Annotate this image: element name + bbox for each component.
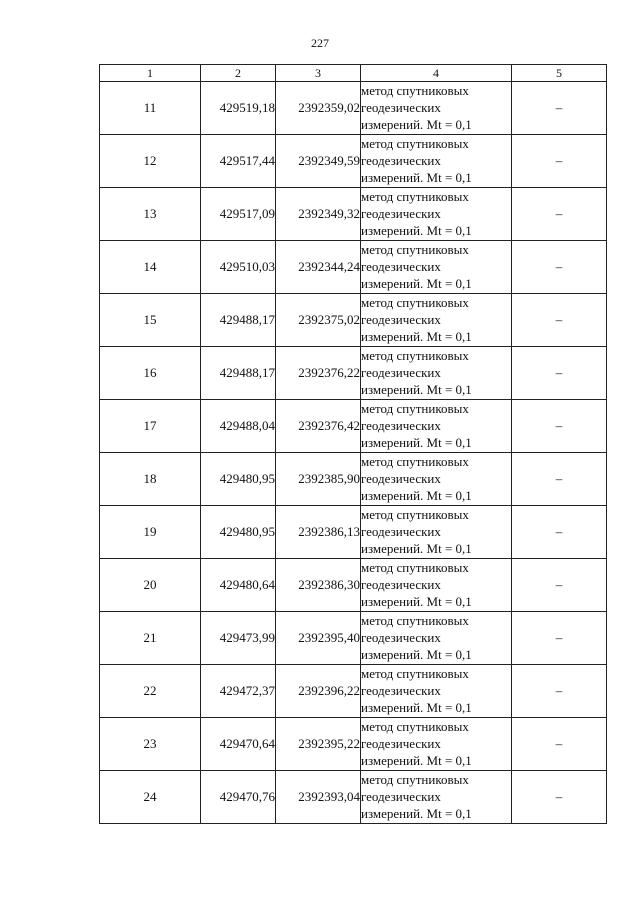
method-text-line: геодезических [361,736,441,751]
table-row [100,294,607,347]
note-cell: – [512,506,607,559]
method-text-line: геодезических [361,789,441,804]
note-cell: – [512,241,607,294]
point-number-cell: 17 [100,400,201,453]
method-text-line: геодезических [361,365,441,380]
point-number-cell: 23 [100,718,201,771]
method-cell [361,612,512,665]
x-coordinate-cell: 429517,09 [201,188,276,241]
method-cell [361,506,512,559]
point-number-cell: 15 [100,294,201,347]
x-coordinate-cell: 429517,44 [201,135,276,188]
method-text-line: геодезических [361,153,441,168]
page-number: 227 [311,36,329,50]
method-text-line: метод спутниковых [361,242,469,257]
method-text-line: метод спутниковых [361,454,469,469]
y-coordinate-cell: 2392376,42 [276,400,361,453]
method-cell [361,241,512,294]
method-text-line: измерений. Mt = 0,1 [361,329,472,344]
table-row [100,506,607,559]
table-row [100,82,607,135]
table-row [100,718,607,771]
point-number-cell: 24 [100,771,201,824]
method-text-line: метод спутниковых [361,666,469,681]
y-coordinate-cell: 2392349,59 [276,135,361,188]
method-text-line: метод спутниковых [361,719,469,734]
method-cell [361,718,512,771]
note-cell: – [512,82,607,135]
method-text-line: измерений. Mt = 0,1 [361,541,472,556]
method-text-line: измерений. Mt = 0,1 [361,806,472,821]
table-row [100,771,607,824]
method-text-line: геодезических [361,312,441,327]
table-row [100,559,607,612]
point-number-cell: 18 [100,453,201,506]
table-row [100,135,607,188]
method-text-line: измерений. Mt = 0,1 [361,647,472,662]
y-coordinate-cell: 2392395,40 [276,612,361,665]
note-cell: – [512,294,607,347]
method-text-line: измерений. Mt = 0,1 [361,170,472,185]
method-text-line: метод спутниковых [361,613,469,628]
note-cell: – [512,453,607,506]
method-text-line: метод спутниковых [361,83,469,98]
x-coordinate-cell: 429480,64 [201,559,276,612]
table-header-row [100,65,607,82]
method-cell [361,559,512,612]
method-cell [361,400,512,453]
point-number-cell: 19 [100,506,201,559]
point-number-cell: 13 [100,188,201,241]
y-coordinate-cell: 2392376,22 [276,347,361,400]
table-row [100,241,607,294]
method-cell [361,347,512,400]
y-coordinate-cell: 2392344,24 [276,241,361,294]
column-header-1: 1 [100,65,201,82]
method-text-line: измерений. Mt = 0,1 [361,753,472,768]
table-row [100,665,607,718]
y-coordinate-cell: 2392375,02 [276,294,361,347]
point-number-cell: 12 [100,135,201,188]
x-coordinate-cell: 429470,76 [201,771,276,824]
method-text-line: метод спутниковых [361,560,469,575]
method-text-line: геодезических [361,683,441,698]
x-coordinate-cell: 429480,95 [201,506,276,559]
x-coordinate-cell: 429472,37 [201,665,276,718]
coordinates-table [99,64,607,824]
method-text-line: метод спутниковых [361,401,469,416]
note-cell: – [512,135,607,188]
method-text-line: геодезических [361,418,441,433]
point-number-cell: 14 [100,241,201,294]
method-text-line: геодезических [361,471,441,486]
point-number-cell: 20 [100,559,201,612]
method-text-line: геодезических [361,524,441,539]
point-number-cell: 11 [100,82,201,135]
method-text-line: измерений. Mt = 0,1 [361,382,472,397]
x-coordinate-cell: 429510,03 [201,241,276,294]
note-cell: – [512,665,607,718]
note-cell: – [512,188,607,241]
method-text-line: геодезических [361,577,441,592]
column-header-5: 5 [512,65,607,82]
method-text-line: измерений. Mt = 0,1 [361,223,472,238]
x-coordinate-cell: 429473,99 [201,612,276,665]
table-row [100,612,607,665]
method-text-line: измерений. Mt = 0,1 [361,700,472,715]
table-row [100,400,607,453]
table-body [100,82,607,824]
method-text-line: измерений. Mt = 0,1 [361,117,472,132]
method-text-line: измерений. Mt = 0,1 [361,435,472,450]
y-coordinate-cell: 2392393,04 [276,771,361,824]
y-coordinate-cell: 2392349,32 [276,188,361,241]
method-cell [361,294,512,347]
note-cell: – [512,400,607,453]
table-row [100,453,607,506]
x-coordinate-cell: 429488,17 [201,294,276,347]
x-coordinate-cell: 429488,17 [201,347,276,400]
method-text-line: метод спутниковых [361,295,469,310]
point-number-cell: 21 [100,612,201,665]
y-coordinate-cell: 2392386,30 [276,559,361,612]
method-text-line: измерений. Mt = 0,1 [361,594,472,609]
method-text-line: метод спутниковых [361,507,469,522]
method-text-line: геодезических [361,206,441,221]
method-text-line: геодезических [361,100,441,115]
table-row [100,188,607,241]
method-cell [361,771,512,824]
method-text-line: метод спутниковых [361,189,469,204]
method-text-line: измерений. Mt = 0,1 [361,276,472,291]
note-cell: – [512,612,607,665]
column-header-2: 2 [201,65,276,82]
x-coordinate-cell: 429480,95 [201,453,276,506]
x-coordinate-cell: 429519,18 [201,82,276,135]
note-cell: – [512,347,607,400]
y-coordinate-cell: 2392386,13 [276,506,361,559]
column-header-4: 4 [361,65,512,82]
method-text-line: измерений. Mt = 0,1 [361,488,472,503]
y-coordinate-cell: 2392395,22 [276,718,361,771]
method-cell [361,135,512,188]
method-cell [361,453,512,506]
method-cell [361,82,512,135]
method-text-line: метод спутниковых [361,348,469,363]
y-coordinate-cell: 2392396,22 [276,665,361,718]
point-number-cell: 22 [100,665,201,718]
point-number-cell: 16 [100,347,201,400]
x-coordinate-cell: 429470,64 [201,718,276,771]
method-cell [361,188,512,241]
method-text-line: метод спутниковых [361,772,469,787]
method-text-line: геодезических [361,259,441,274]
note-cell: – [512,718,607,771]
method-text-line: метод спутниковых [361,136,469,151]
method-text-line: геодезических [361,630,441,645]
y-coordinate-cell: 2392359,02 [276,82,361,135]
note-cell: – [512,771,607,824]
y-coordinate-cell: 2392385,90 [276,453,361,506]
method-cell [361,665,512,718]
note-cell: – [512,559,607,612]
x-coordinate-cell: 429488,04 [201,400,276,453]
column-header-3: 3 [276,65,361,82]
table-row [100,347,607,400]
